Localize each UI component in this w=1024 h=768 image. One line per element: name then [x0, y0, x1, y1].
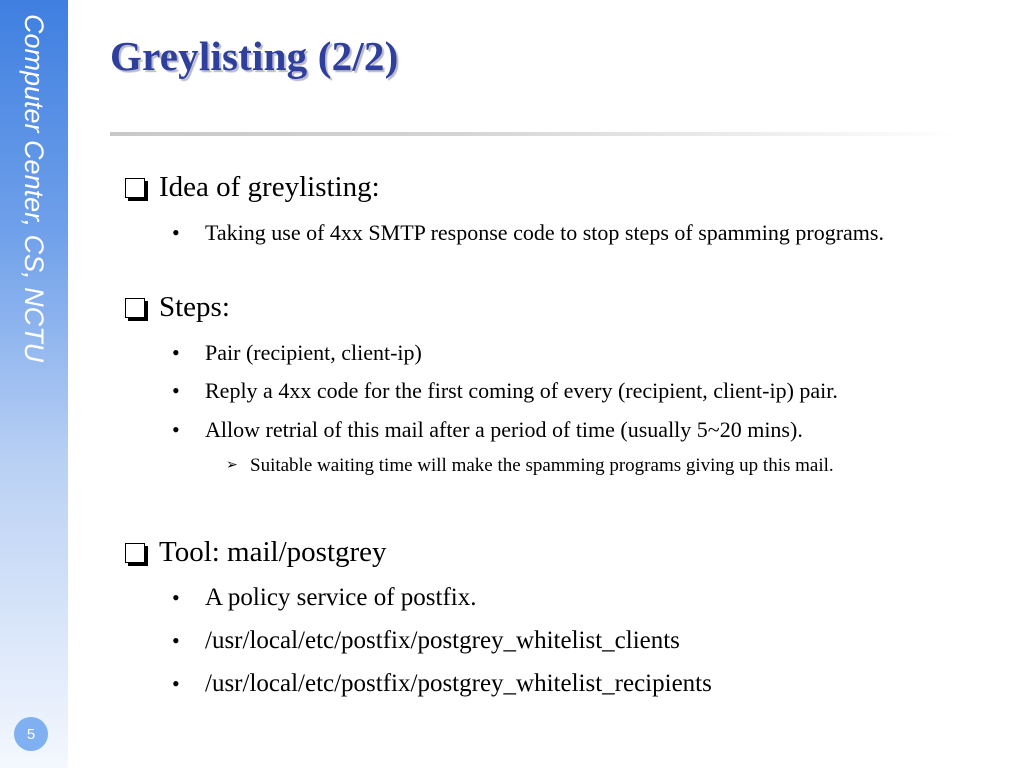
section-heading-text: Tool: mail/postgrey [159, 536, 387, 568]
list-item-text: Pair (recipient, client-ip) [205, 340, 422, 365]
bullet-icon: • [172, 417, 180, 442]
arrow-bullet-icon: ➢ [226, 458, 238, 473]
section-heading [122, 291, 230, 324]
list-item-text: Taking use of 4xx SMTP response code to stop steps of spamming programs. [205, 220, 884, 245]
sub-list-item [226, 453, 834, 479]
checkbox-bullet-icon [125, 298, 145, 318]
list-item [172, 337, 952, 369]
title-divider [110, 132, 960, 136]
sidebar-label: Computer Center, CS, NCTU [19, 14, 49, 363]
list-item-text: /usr/local/etc/postfix/postgrey_whitelist_recipients [205, 670, 712, 697]
section-heading [122, 536, 387, 569]
list-item [172, 375, 952, 407]
list-item-text: A policy service of postfix. [205, 584, 477, 611]
section-heading-text: Steps: [159, 291, 230, 323]
list-item-text: Allow retrial of this mail after a period of time (usually 5~20 mins). [205, 417, 803, 442]
list-item [172, 668, 952, 700]
bullet-icon: • [172, 671, 180, 696]
list-item [172, 625, 952, 657]
bullet-icon: • [172, 340, 180, 365]
page-number-badge: 5 [14, 717, 48, 751]
list-item-text: /usr/local/etc/postfix/postgrey_whitelist_clients [205, 627, 680, 654]
bullet-icon: • [172, 220, 180, 245]
bullet-icon: • [172, 585, 180, 610]
bullet-icon: • [172, 628, 180, 653]
bullet-icon: • [172, 378, 180, 403]
checkbox-bullet-icon [125, 178, 145, 198]
list-item [172, 582, 952, 614]
list-item [172, 414, 952, 446]
section-heading-text: Idea of greylisting: [159, 171, 380, 203]
section-heading [122, 171, 380, 204]
sub-list-item-text: Suitable waiting time will make the spamming programs giving up this mail. [250, 455, 834, 476]
checkbox-bullet-icon [125, 543, 145, 563]
side-band [0, 0, 68, 768]
list-item-text: Reply a 4xx code for the first coming of every (recipient, client-ip) pair. [205, 378, 838, 403]
list-item [172, 217, 952, 249]
slide-title: Greylisting (2/2) [110, 33, 399, 79]
